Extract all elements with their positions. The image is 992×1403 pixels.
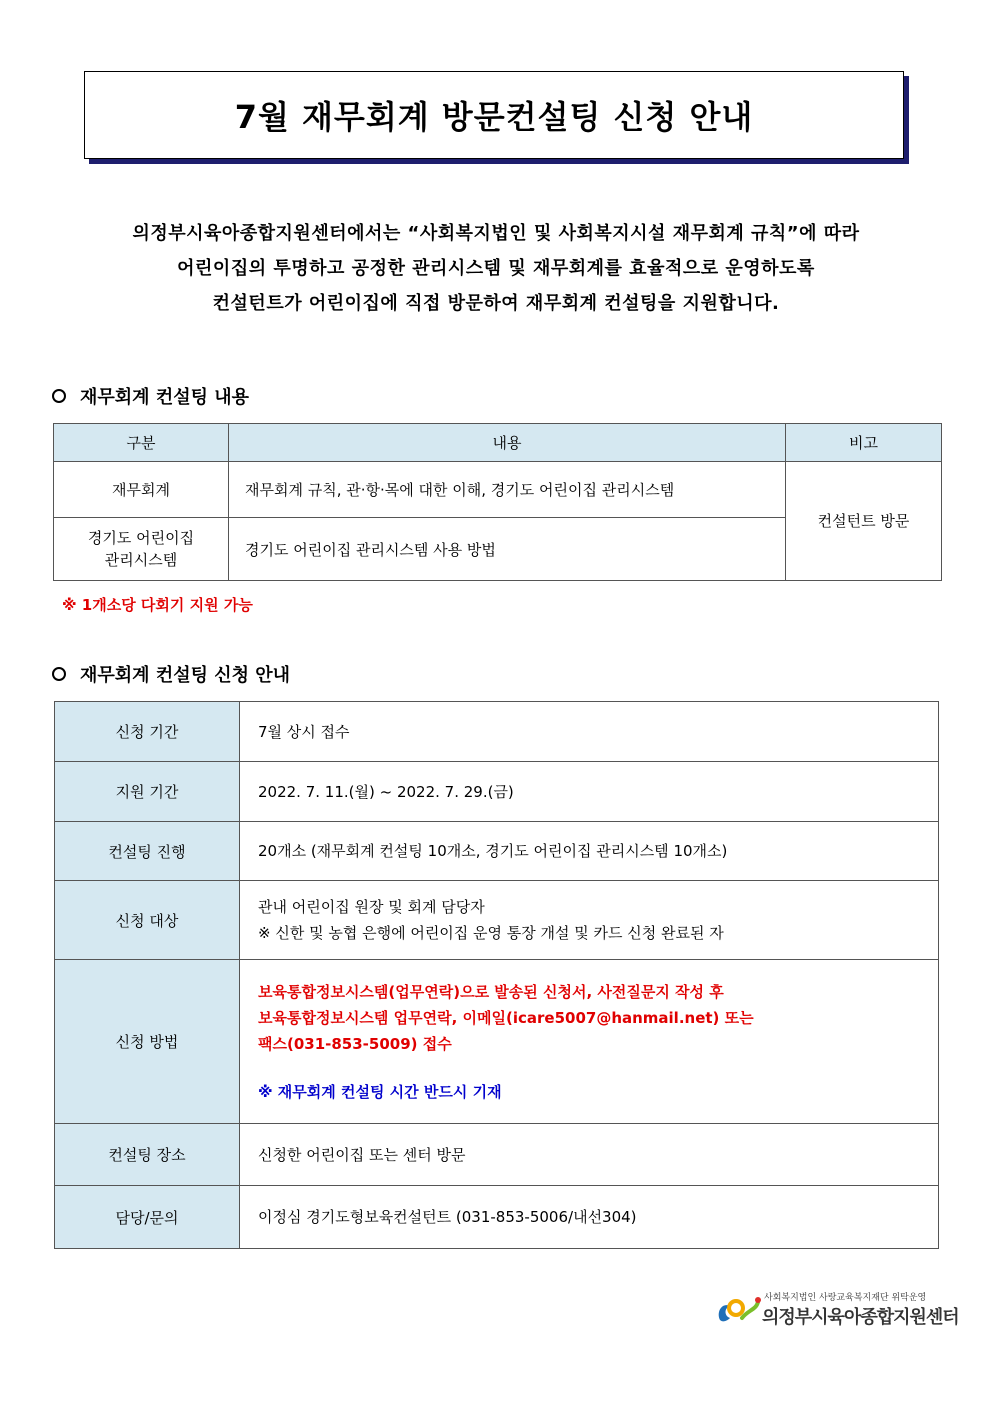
progress-label: 컨설팅 진행 bbox=[55, 822, 240, 881]
target-value bbox=[240, 881, 939, 960]
intro-text bbox=[0, 216, 992, 321]
section2-heading bbox=[52, 661, 290, 687]
circle-bullet-icon bbox=[52, 667, 66, 681]
support-period-label: 지원 기간 bbox=[55, 762, 240, 822]
intro-line-3: 컨설턴트가 어린이집에 직접 방문하여 재무회계 컨설팅을 지원합니다. bbox=[212, 293, 780, 314]
table-row bbox=[55, 881, 939, 960]
header-remark: 비고 bbox=[786, 424, 942, 462]
method-value-line2: 보육통합정보시스템 업무연락, 이메일(icare5007@hanmail.net) 또는 bbox=[258, 1008, 754, 1027]
multi-session-note: ※ 1개소당 다회기 지원 가능 bbox=[62, 596, 253, 614]
contact-value: 이정심 경기도형보육컨설턴트 (031-853-5006/내선304) bbox=[240, 1186, 939, 1249]
logo-name: 의정부시육아종합지원센터 bbox=[762, 1307, 959, 1328]
logo-subtitle: 사회복지법인 사랑교육복지재단 위탁운영 bbox=[764, 1293, 927, 1303]
table-row bbox=[54, 462, 942, 518]
table-row bbox=[55, 762, 939, 822]
target-value-line2: ※ 신한 및 농협 은행에 어린이집 운영 통장 개설 및 카드 신청 완료된 자 bbox=[258, 924, 724, 942]
table-row bbox=[55, 822, 939, 881]
circle-bullet-icon bbox=[52, 389, 66, 403]
row1-category: 재무회계 bbox=[54, 462, 229, 518]
period-label: 신청 기간 bbox=[55, 702, 240, 762]
remark-cell: 컨설턴트 방문 bbox=[786, 462, 942, 581]
intro-line-1: 의정부시육아종합지원센터에서는 “사회복지법인 및 사회복지시설 재무회계 규칙”에 따라 bbox=[132, 223, 860, 244]
table-row bbox=[55, 1186, 939, 1249]
section1-heading-text: 재무회계 컨설팅 내용 bbox=[80, 387, 250, 408]
row2-category bbox=[54, 518, 229, 581]
center-logo bbox=[714, 1288, 959, 1330]
table-row bbox=[55, 702, 939, 762]
contact-label: 담당/문의 bbox=[55, 1186, 240, 1249]
method-value bbox=[240, 960, 939, 1124]
method-label: 신청 방법 bbox=[55, 960, 240, 1124]
row1-content: 재무회계 규칙, 관·항·목에 대한 이해, 경기도 어린이집 관리시스템 bbox=[229, 462, 786, 518]
consulting-content-table bbox=[53, 423, 942, 581]
row2-category-line1: 경기도 어린이집 bbox=[87, 529, 195, 547]
target-label: 신청 대상 bbox=[55, 881, 240, 960]
table-row bbox=[55, 960, 939, 1124]
center-logo-icon bbox=[714, 1292, 764, 1328]
page-title: 7월 재무회계 방문컨설팅 신청 안내 bbox=[234, 98, 754, 136]
header-content: 내용 bbox=[229, 424, 786, 462]
table-row bbox=[55, 1124, 939, 1186]
place-label: 컨설팅 장소 bbox=[55, 1124, 240, 1186]
method-note: ※ 재무회계 컨설팅 시간 반드시 기재 bbox=[258, 1082, 502, 1101]
period-value: 7월 상시 접수 bbox=[240, 702, 939, 762]
method-value-line3: 팩스(031-853-5009) 접수 bbox=[258, 1034, 452, 1053]
intro-line-2: 어린이집의 투명하고 공정한 관리시스템 및 재무회계를 효율적으로 운영하도록 bbox=[177, 258, 815, 279]
row2-content: 경기도 어린이집 관리시스템 사용 방법 bbox=[229, 518, 786, 581]
target-value-line1: 관내 어린이집 원장 및 회계 담당자 bbox=[258, 898, 485, 916]
header-category: 구분 bbox=[54, 424, 229, 462]
title-box bbox=[84, 71, 904, 159]
support-period-value: 2022. 7. 11.(월) ~ 2022. 7. 29.(금) bbox=[240, 762, 939, 822]
method-value-line1: 보육통합정보시스템(업무연락)으로 발송된 신청서, 사전질문지 작성 후 bbox=[258, 982, 724, 1001]
table-header-row bbox=[54, 424, 942, 462]
section2-heading-text: 재무회계 컨설팅 신청 안내 bbox=[80, 665, 291, 686]
row2-category-line2: 관리시스템 bbox=[104, 551, 178, 569]
progress-value: 20개소 (재무회계 컨설팅 10개소, 경기도 어린이집 관리시스템 10개소) bbox=[240, 822, 939, 881]
place-value: 신청한 어린이집 또는 센터 방문 bbox=[240, 1124, 939, 1186]
application-info-table bbox=[54, 701, 939, 1249]
section1-heading bbox=[52, 383, 249, 409]
